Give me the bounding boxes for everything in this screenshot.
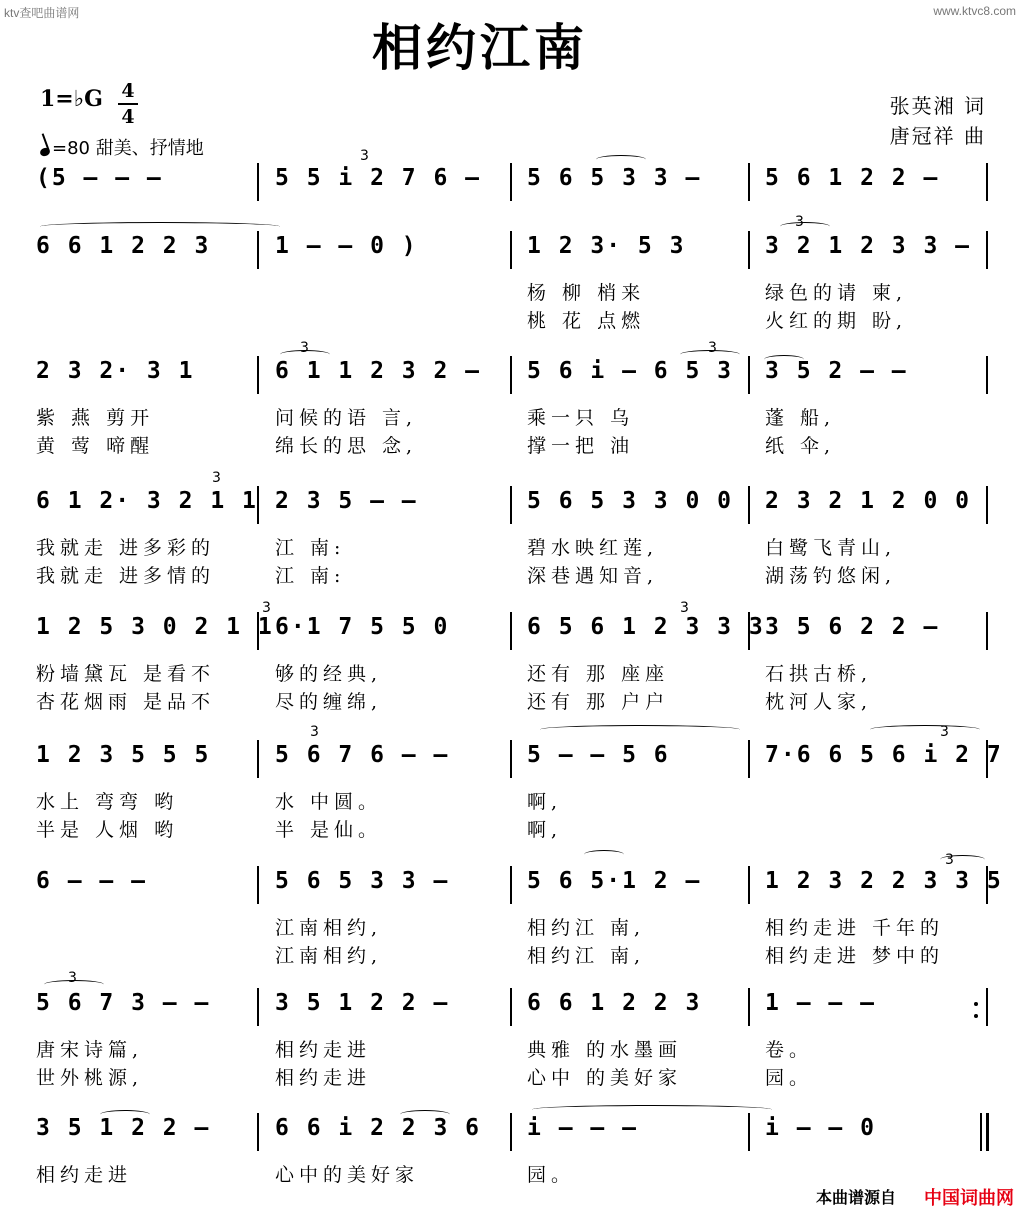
bar-line [510,988,512,1026]
lyric-verse-1: 江南相约, [275,917,383,939]
bar-line [986,356,988,394]
lyric-verse-2: 枕河人家, [765,691,873,713]
repeat-dot [974,1002,978,1006]
lyric-verse-2: 相约走进 [275,1067,372,1089]
lyric-verse-2: 还有 那 户户 [527,691,670,713]
measure-notes: 6 6 i 2 2 3 6 [275,1115,482,1141]
bar-line [986,486,988,524]
song-title: 相约江南 [372,19,588,77]
lyric-verse-2: 湖荡钓悠闲, [765,565,897,587]
bar-line [257,356,259,394]
lyric-verse-2: 啊, [527,819,563,841]
composer-credit: 唐冠祥 曲 [889,124,986,148]
measure-notes: 1 2 3· 5 3 [527,233,686,259]
triplet-mark: 3 [212,470,221,486]
lyric-verse-1: 粉墙黛瓦 是看不 [36,663,216,685]
bar-line [257,231,259,269]
lyric-verse-1: 水上 弯弯 哟 [36,791,179,813]
lyric-verse-1: 相约江 南, [527,917,646,939]
bar-line [510,866,512,904]
measure-notes: 1 2 3 5 5 5 [36,742,211,768]
measure-notes: 6 5 6 1 2 3 3 3 [527,614,765,640]
time-signature [118,80,138,128]
bar-line [986,988,988,1026]
measure-notes: 5 – – 5 6 [527,742,670,768]
bar-line [748,866,750,904]
bar-line [986,1113,989,1151]
triplet-mark: 3 [360,148,369,164]
lyric-verse-2: 心中 的美好家 [527,1067,683,1089]
bar-line [510,486,512,524]
lyric-verse-2: 我就走 进多情的 [36,565,216,587]
source-label: 本曲谱源自 [815,1188,896,1207]
measure-notes: 3 5 1 2 2 – [275,990,450,1016]
measure-notes: 6 1 2· 3 2 1 1 [36,488,258,514]
lyric-verse-1: 蓬 船, [765,407,836,429]
lyric-verse-1: 卷。 [765,1039,814,1061]
bar-line [257,988,259,1026]
triplet-mark: 3 [68,970,77,986]
lyric-verse-1: 我就走 进多彩的 [36,537,216,559]
lyric-verse-2: 园。 [765,1067,814,1089]
measure-notes: 6 6 1 2 2 3 [527,990,702,1016]
lyric-verse-1: 白鹭飞青山, [765,537,897,559]
lyric-verse-1: 还有 那 座座 [527,663,670,685]
watermark-left: ktv查吧曲谱网 [4,6,80,20]
slur [680,350,740,359]
lyric-verse-1: 问候的语 言, [275,407,418,429]
measure-notes: 5 6 7 3 – – [36,990,211,1016]
lyric-verse-2: 桃 花 点燃 [527,310,646,332]
measure-notes: 3 5 2 – – [765,358,908,384]
measure-notes: 6 – – – [36,868,147,894]
measure-notes: 5 5 i 2 7 6 – [275,165,482,191]
key-signature: 1=♭G [40,86,103,112]
measure-notes: 2 3 5 – – [275,488,418,514]
slur [780,222,830,231]
bar-line [257,163,259,201]
lyric-verse-1: 心中的美好家 [275,1164,420,1186]
meter-top: 4 [121,80,135,102]
bar-line [748,231,750,269]
quarter-note-icon [39,147,51,158]
final-bar-line [980,1113,982,1151]
lyric-verse-2: 杏花烟雨 是品不 [36,691,216,713]
lyric-verse-2: 纸 伞, [765,435,836,457]
lyric-verse-2: 火红的期 盼, [765,310,908,332]
measure-notes: 6 6 1 2 2 3 [36,233,211,259]
slur [44,980,104,989]
lyric-verse-1: 乘一只 乌 [527,407,635,429]
triplet-mark: 3 [262,600,271,616]
bar-line [510,740,512,778]
bar-line [510,1113,512,1151]
measure-notes: i – – – [527,1115,638,1141]
lyric-verse-1: 杨 柳 梢来 [527,282,646,304]
measure-notes: i – – 0 [765,1115,876,1141]
bar-line [748,356,750,394]
measure-notes: 6·1 7 5 5 0 [275,614,450,640]
measure-notes: 5 6 5·1 2 – [527,868,702,894]
triplet-mark: 3 [795,214,804,230]
watermark-right: www.ktvc8.com [933,4,1016,18]
lyric-verse-1: 典雅 的水墨画 [527,1039,683,1061]
lyric-verse-1: 相约走进 [275,1039,372,1061]
slur [870,725,980,734]
lyric-verse-1: 绿色的请 柬, [765,282,908,304]
measure-notes: (5 – – – [36,165,163,191]
lyric-verse-2: 撑一把 油 [527,435,635,457]
lyric-verse-1: 江 南: [275,537,346,559]
lyric-verse-2: 相约江 南, [527,945,646,967]
lyric-verse-1: 碧水映红莲, [527,537,659,559]
bar-line [510,356,512,394]
bar-line [748,163,750,201]
lyric-verse-2: 半是 人烟 哟 [36,819,179,841]
triplet-mark: 3 [300,340,309,356]
slur [40,222,280,231]
lyric-verse-1: 相约走进 千年的 [765,917,945,939]
measure-notes: 5 6 i – 6 5 3 [527,358,734,384]
measure-notes: 1 – – 0 ) [275,233,418,259]
lyricist-credit: 张英湘 词 [889,94,986,118]
slur [940,855,985,864]
source-site: 中国词曲网 [924,1188,1014,1209]
lyric-verse-1: 够的经典, [275,663,383,685]
bar-line [748,988,750,1026]
measure-notes: 2 3 2· 3 1 [36,358,195,384]
lyric-verse-2: 尽的缠绵, [275,691,383,713]
lyric-verse-2: 深巷遇知音, [527,565,659,587]
bar-line [257,1113,259,1151]
slur [100,1110,150,1119]
tempo-marking [40,134,204,160]
bar-line [510,612,512,650]
measure-notes: 6 1 1 2 3 2 – [275,358,482,384]
lyric-verse-2: 绵长的思 念, [275,435,418,457]
bar-line [257,740,259,778]
measure-notes: 3 2 1 2 3 3 – [765,233,972,259]
measure-notes: 5 6 5 3 3 0 0 [527,488,734,514]
lyric-verse-1: 啊, [527,791,563,813]
triplet-mark: 3 [708,340,717,356]
triplet-mark: 3 [310,724,319,740]
measure-notes: 1 – – – [765,990,876,1016]
meter-line [118,103,138,105]
slur [584,850,624,859]
slur [764,355,804,364]
lyric-verse-2: 江南相约, [275,945,383,967]
triplet-mark: 3 [680,600,689,616]
slur [280,350,330,359]
slur [400,1110,450,1119]
measure-notes: 1 2 3 2 2 3 3 5 [765,868,1003,894]
bar-line [748,740,750,778]
slur [540,725,740,734]
measure-notes: 3 5 1 2 2 – [36,1115,211,1141]
measure-notes: 7·6 6 5 6 i 2 7 [765,742,1003,768]
lyric-verse-1: 相约走进 [36,1164,133,1186]
lyric-verse-2: 黄 莺 啼醒 [36,435,155,457]
bar-line [986,612,988,650]
lyric-verse-1: 紫 燕 剪开 [36,407,155,429]
triplet-mark: 3 [945,852,954,868]
bar-line [748,486,750,524]
bar-line [748,1113,750,1151]
bar-line [510,163,512,201]
measure-notes: 5 6 7 6 – – [275,742,450,768]
bar-line [986,231,988,269]
lyric-verse-2: 江 南: [275,565,346,587]
slur [596,155,646,164]
lyric-verse-2: 世外桃源, [36,1067,144,1089]
lyric-verse-1: 唐宋诗篇, [36,1039,144,1061]
lyric-verse-1: 园。 [527,1164,576,1186]
lyric-verse-2: 相约走进 梦中的 [765,945,945,967]
lyric-verse-2: 半 是仙。 [275,819,383,841]
meter-bottom: 4 [121,106,135,128]
measure-notes: 2 3 2 1 2 0 0 [765,488,972,514]
tempo-text: =80 甜美、抒情地 [52,138,204,159]
measure-notes: 5 6 5 3 3 – [275,868,450,894]
lyric-verse-1: 石拱古桥, [765,663,873,685]
triplet-mark: 3 [940,724,949,740]
measure-notes: 1 2 5 3 0 2 1 1 [36,614,274,640]
bar-line [257,866,259,904]
repeat-dot [974,1014,978,1018]
measure-notes: 5 6 5 3 3 – [527,165,702,191]
measure-notes: 5 6 1 2 2 – [765,165,940,191]
lyric-verse-1: 水 中圆。 [275,791,383,813]
bar-line [986,163,988,201]
bar-line [510,231,512,269]
measure-notes: 3 5 6 2 2 – [765,614,940,640]
slur [532,1105,772,1114]
